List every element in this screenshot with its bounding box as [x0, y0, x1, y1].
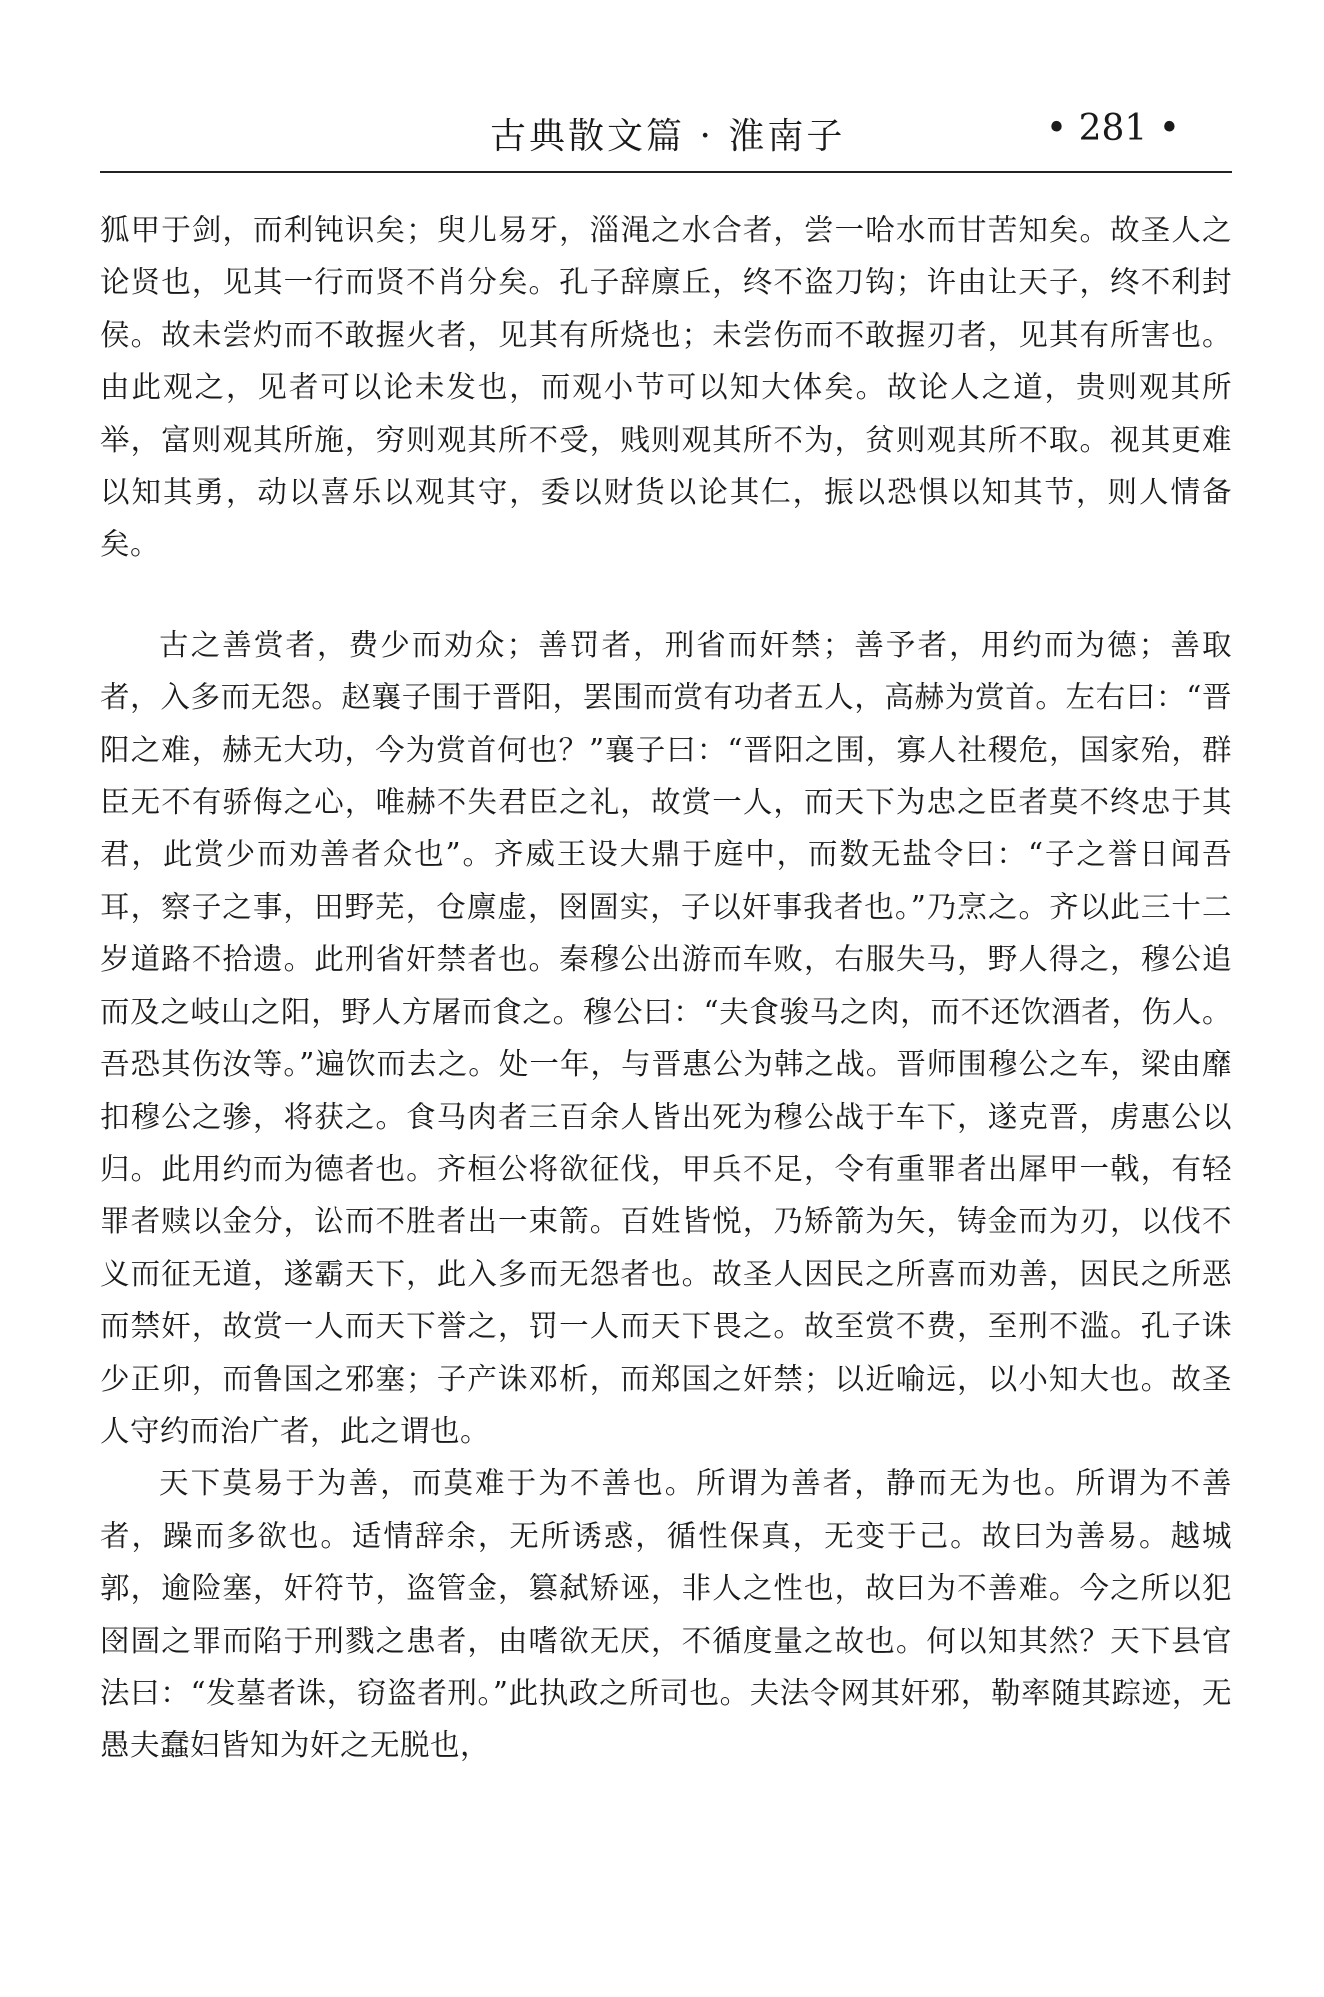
header-divider — [100, 171, 1232, 173]
body-text — [100, 204, 1232, 1772]
paragraph-2: 古之善赏者，费少而劝众；善罚者，刑省而奸禁；善予者，用约而为德；善取者，入多而无怨。赵襄子围于晋阳，罢围而赏有功者五人，高赫为赏首。左右曰：“晋阳之难，赫无大功，今为赏首何也？”襄子曰：“晋阳之围，寡人社稷危，国家殆，群臣无不有骄侮之心，唯赫不失君臣之礼，故赏一人，而天下为忠之臣者莫不终忠于其君，此赏少而劝善者众也”。齐威王设大鼎于庭中，而数无盐令曰：“子之誉日闻吾耳，察子之事，田野芜，仓廪虚，囹圄实，子以奸事我者也。”乃烹之。齐以此三十二岁道路不拾遗。此刑省奸禁者也。秦穆公出游而车败，右服失马，野人得之，穆公追而及之岐山之阳，野人方屠而食之。穆公曰：“夫食骏马之肉，而不还饮酒者，伤人。吾恐其伤汝等。”遍饮而去之。处一年，与晋惠公为韩之战。晋师围穆公之车，梁由靡扣穆公之骖，将获之。食马肉者三百余人皆出死为穆公战于车下，遂克晋，虏惠公以归。此用约而为德者也。齐桓公将欲征伐，甲兵不足，令有重罪者出犀甲一戟，有轻罪者赎以金分，讼而不胜者出一束箭。百姓皆悦，乃矫箭为矢，铸金而为刃，以伐不义而征无道，遂霸天下，此入多而无怨者也。故圣人因民之所喜而劝善，因民之所恶而禁奸，故赏一人而天下誉之，罚一人而天下畏之。故至赏不费，至刑不滥。孔子诛少正卯，而鲁国之邪塞；子产诛邓析，而郑国之奸禁；以近喻远，以小知大也。故圣人守约而治广者，此之谓也。 — [100, 627, 1232, 1448]
chapter-title: 古典散文篇 · 淮南子 — [490, 116, 846, 157]
running-header — [100, 108, 1232, 164]
paragraph-spacer — [100, 571, 1232, 619]
paragraph-3: 天下莫易于为善，而莫难于为不善也。所谓为善者，静而无为也。所谓为不善者，躁而多欲也。适情辞余，无所诱惑，循性保真，无变于己。故曰为善易。越城郭，逾险塞，奸符节，盗管金，篡弑矫诬，非人之性也，故曰为不善难。今之所以犯囹圄之罪而陷于刑戮之患者，由嗜欲无厌，不循度量之故也。何以知其然？天下县官法曰：“发墓者诛，窃盗者刑。”此执政之所司也。夫法令网其奸邪，勒率随其踪迹，无愚夫蠢妇皆知为奸之无脱也， — [100, 1466, 1232, 1763]
page-number: • 281 • — [1045, 108, 1180, 149]
paragraph-1: 狐甲于剑，而利钝识矣；臾儿易牙，淄渑之水合者，尝一哈水而甘苦知矣。故圣人之论贤也，见其一行而贤不肖分矣。孔子辞廪丘，终不盗刀钩；许由让天子，终不利封侯。故未尝灼而不敢握火者，见其有所烧也；未尝伤而不敢握刃者，见其有所害也。由此观之，见者可以论未发也，而观小节可以知大体矣。故论人之道，贵则观其所举，富则观其所施，穷则观其所不受，贱则观其所不为，贫则观其所不取。视其更难以知其勇，动以喜乐以观其守，委以财货以论其仁，振以恐惧以知其节，则人情备矣。 — [100, 213, 1232, 562]
